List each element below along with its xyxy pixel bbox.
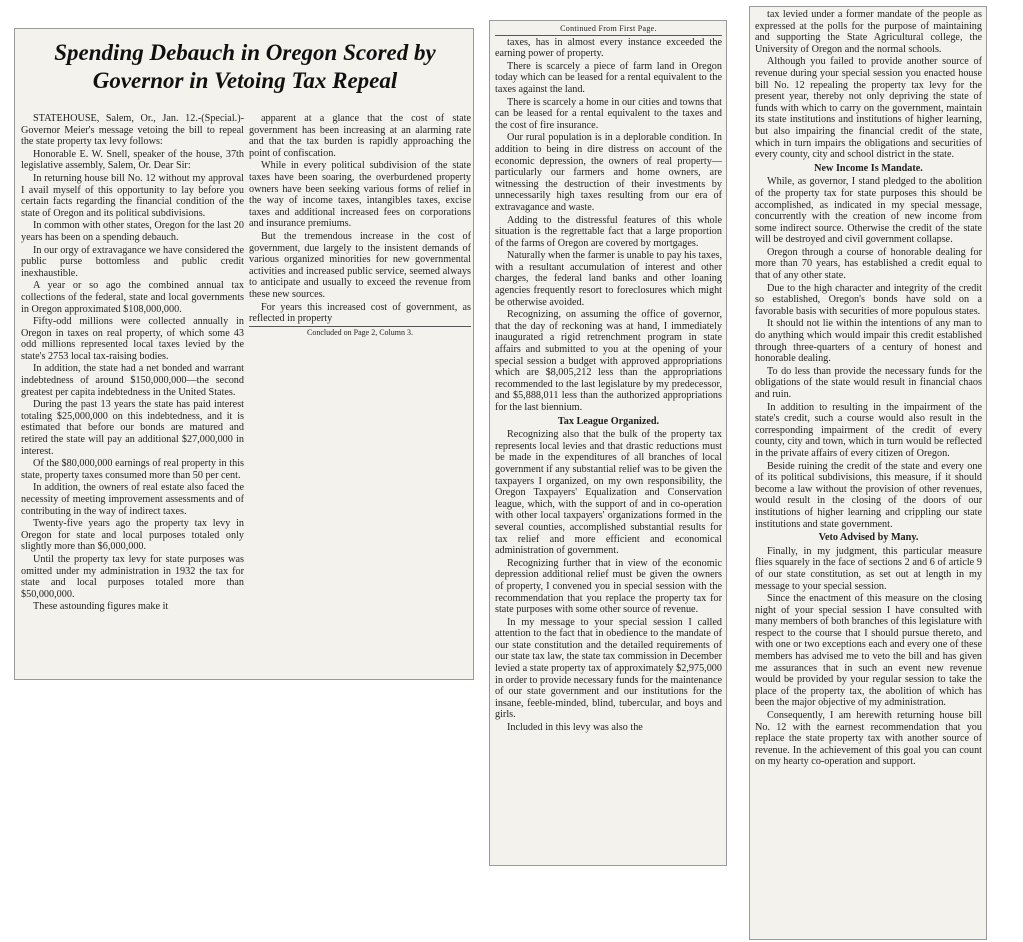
paragraph: Beside ruining the credit of the state and every one of its political subdivisions, this measure, if it should become a law without the provision of other revenues, would result in the closing of the doors of our institutions of higher learning and crippling our state institutions and state government. <box>755 460 982 530</box>
paragraph: In common with other states, Oregon for the last 20 years has been on a spending debauch. <box>21 220 244 243</box>
column-1 <box>21 113 244 677</box>
article-clipping-continued <box>489 20 727 866</box>
column-2-body <box>249 113 471 325</box>
paragraph: In my message to your special session I called attention to the fact that in obedience to the mandate of our state constitution and the detailed requirements of our state tax law, the state tax commission in December levied a state property tax of approximately $2,975,000 in order to provide necessary funds for the maintenance of our state government and our institutions for the insane, feeble-minded, blind, tubercular, and boys and girls. <box>495 616 722 721</box>
article-clipping-final <box>749 6 987 940</box>
paragraph: There is scarcely a home in our cities and towns that can be leased for a rental equivalent to the taxes and the cost of fire insurance. <box>495 96 722 131</box>
paragraph: In addition, the state had a net bonded and warrant indebtedness of around $150,000,000—the second greatest per capita indebtedness in the United States. <box>21 363 244 398</box>
paragraph: Until the property tax levy for state purposes was omitted under my administration in 1932 the tax for state and local purposes totaled more than $50,000,000. <box>21 553 244 600</box>
paragraph: Honorable E. W. Snell, speaker of the house, 37th legislative assembly, Salem, Or. Dear Sir: <box>21 148 244 172</box>
column-3-body <box>495 37 722 414</box>
paragraph: In addition, the owners of real estate also faced the necessity of meeting improvement assessments and of contributing in the way of indirect taxes. <box>21 482 244 517</box>
continued-header: Continued From First Page. <box>495 23 722 36</box>
paragraph: Oregon through a course of honorable dealing for more than 70 years, has established a credit equal to that of any other state. <box>755 246 982 282</box>
column-3-body-b <box>495 429 722 733</box>
column-4-body-c <box>755 546 982 768</box>
paragraph: Fifty-odd millions were collected annually in Oregon in taxes on real property, of which some 43 odd millions represented local taxes levied by the state's 2753 local tax-raising bodies. <box>21 316 244 362</box>
column-4-body <box>755 9 982 161</box>
paragraph: Since the enactment of this measure on the closing night of your special session I have consulted with many members of both branches of this legislature with respect to the course that I should pursue thereto, and with one or two exceptions each and every one of these members has advised me to veto the bill and has given me assurances that in such an event new revenue would be provided by your regular session to take the place of the property tax, the abolition of which has been the major objective of my administration. <box>755 593 982 709</box>
paragraph: tax levied under a former mandate of the people as expressed at the polls for the purpose of maintaining and supporting the State Agricultural college, the University of Oregon and the normal schools. <box>755 9 982 55</box>
paragraph: Recognizing also that the bulk of the property tax represents local levies and that drastic reductions must be made in the expenditures of all branches of local government if any substantial relief was to be given the taxpayers I organized, on my own responsibility, the Oregon Taxpayers' Equalization and Conservation league, which, with the support of and in co-operation with other local taxpayers' organizations formed in the several counties, accomplished substantial results for tax relief and more efficient and economical administration of government. <box>495 429 722 557</box>
paragraph: In our orgy of extravagance we have considered the public purse bottomless and public credit inexhaustible. <box>21 244 244 279</box>
subhead-veto-advised: Veto Advised by Many. <box>818 532 919 544</box>
paragraph: It should not lie within the intentions of any man to do anything which would impair this credit established through three-quarters of a century of honest and honorable dealing. <box>755 318 982 365</box>
continued-footer: Concluded on Page 2, Column 3. <box>249 326 471 339</box>
paragraph: STATEHOUSE, Salem, Or., Jan. 12.-(Special.)-Governor Meier's message vetoing the bill to repeal the state property tax levy follows: <box>21 113 244 148</box>
subhead-tax-league: Tax League Organized. <box>557 415 660 427</box>
paragraph: Twenty-five years ago the property tax levy in Oregon for state and local purposes totaled only slightly more than $6,000,000. <box>21 518 244 553</box>
paragraph: Finally, in my judgment, this particular measure flies squarely in the face of sections 2 and 6 of article 9 of our state constitution, as set out at length in my message to your special session. <box>755 545 982 592</box>
column-4-body-b <box>755 176 982 530</box>
paragraph: Of the $80,000,000 earnings of real property in this state, property taxes consumed more than 50 per cent. <box>21 458 244 481</box>
paragraph: In addition to resulting in the impairment of the state's credit, such a course would also result in the corresponding impairment of the credit of every county, city and town, which in turn would be reflected in the private affairs of every citizen of Oregon. <box>755 401 982 459</box>
paragraph: Recognizing further that in view of the economic depression additional relief must be given the owners of property, I convened you in special session with the recommendation that you replace the property tax for state purposes with some other source of revenue. <box>495 557 722 616</box>
paragraph: While, as governor, I stand pledged to the abolition of the property tax for state purposes this should be accomplished, as indicated in my special message, concurrently with the creation of new income from some indirect source. Otherwise the credit of the state will be destroyed and civil government collapse. <box>755 176 982 246</box>
paragraph: To do less than provide the necessary funds for the obligations of the state would result in financial chaos and ruin. <box>755 365 982 400</box>
paragraph: taxes, has in almost every instance exceeded the earning power of property. <box>495 36 722 60</box>
paragraph: Although you failed to provide another source of revenue during your special session you enacted house bill No. 12 repealing the property tax levy for the present year, thereby not only depriving the state of funds with which to carry on the government, maintain its state institutions and institutions of higher learning, but also impairing the financial credit of the state, which in turn impairs the obligations and securities of every county, city and school district in the state. <box>755 56 982 161</box>
paragraph: Recognizing, on assuming the office of governor, that the day of reckoning was at hand, I immediately inaugurated a rigid retrenchment program in state affairs and submitted to you at the opening of your special session a budget with approved appropriations which are $8,005,212 less than the appropriations recommended to the last legislature by my predecessor, and $5,888,011 less than the authorized appropriations for the last biennium. <box>495 309 722 413</box>
paragraph: apparent at a glance that the cost of state government has been increasing at an alarming rate and that the tax burden is rapidly approaching the point of confiscation. <box>249 113 471 159</box>
paragraph: During the past 13 years the state has paid interest totaling $25,000,000 on this indebtedness, and it is estimated that before our bonds are matured and retired the state will pay an additional $27,000,000 in interest. <box>21 399 244 457</box>
paragraph: Consequently, I am herewith returning house bill No. 12 with the earnest recommendation that you replace the state property tax with another source of revenue. In the achievement of this goal you can count on my hearty co-operation and support. <box>755 710 982 768</box>
column-4 <box>755 9 982 937</box>
article-clipping-front <box>14 28 474 680</box>
paragraph: But the tremendous increase in the cost of government, due largely to the insistent demands of various organized minorities for new governmental activities and increased public service, seemed always to anticipate and usually to exceed the revenue from these new sources. <box>249 230 471 300</box>
paragraph: Our rural population is in a deplorable condition. In addition to being in dire distress on account of the economic depression, the owners of real property—particularly our farmers and home owners, are witnessing the destruction of their investments by unnecessarily high taxes resulting from our era of extravagance and waste. <box>495 132 722 213</box>
paragraph: In returning house bill No. 12 without my approval I avail myself of this opportunity to lay before you certain facts regarding the financial condition of the state of Oregon and its political subdivisions. <box>21 172 244 219</box>
paragraph: A year or so ago the combined annual tax collections of the federal, state and local governments in Oregon approximated $108,000,000. <box>21 280 244 315</box>
paragraph: Due to the high character and integrity of the credit so established, Oregon's bonds have sold on a favorable basis with securities of more populous states. <box>755 282 982 317</box>
paragraph: While in every political subdivision of the state taxes have been soaring, the overburdened property owners have been seeking various forms of relief in the way of income taxes, intangibles taxes, excise taxes and additional increased fees on corporations and insurance premiums. <box>249 160 471 230</box>
headline: Spending Debauch in Oregon Scored by Governor in Vetoing Tax Repeal <box>54 40 436 93</box>
paragraph: These astounding figures make it <box>33 601 169 613</box>
paragraph: There is scarcely a piece of farm land in Oregon today which can be leased for a rental equivalent to the taxes against the land. <box>495 60 722 95</box>
paragraph: Adding to the distressful features of this whole situation is the regrettable fact that a large proportion of the farms of Oregon are covered by mortgages. <box>495 214 722 249</box>
paragraph: Included in this levy was also the <box>507 722 643 734</box>
column-2 <box>249 113 471 413</box>
paragraph: Naturally when the farmer is unable to pay his taxes, with a resultant accumulation of interest and other charges, the federal land banks and other loaning agencies frequently resort to foreclosures which might be otherwise avoided. <box>495 250 722 308</box>
paragraph: For years this increased cost of government, as reflected in property <box>249 301 471 325</box>
column-3 <box>495 23 722 863</box>
subhead-new-income: New Income Is Mandate. <box>814 162 923 174</box>
